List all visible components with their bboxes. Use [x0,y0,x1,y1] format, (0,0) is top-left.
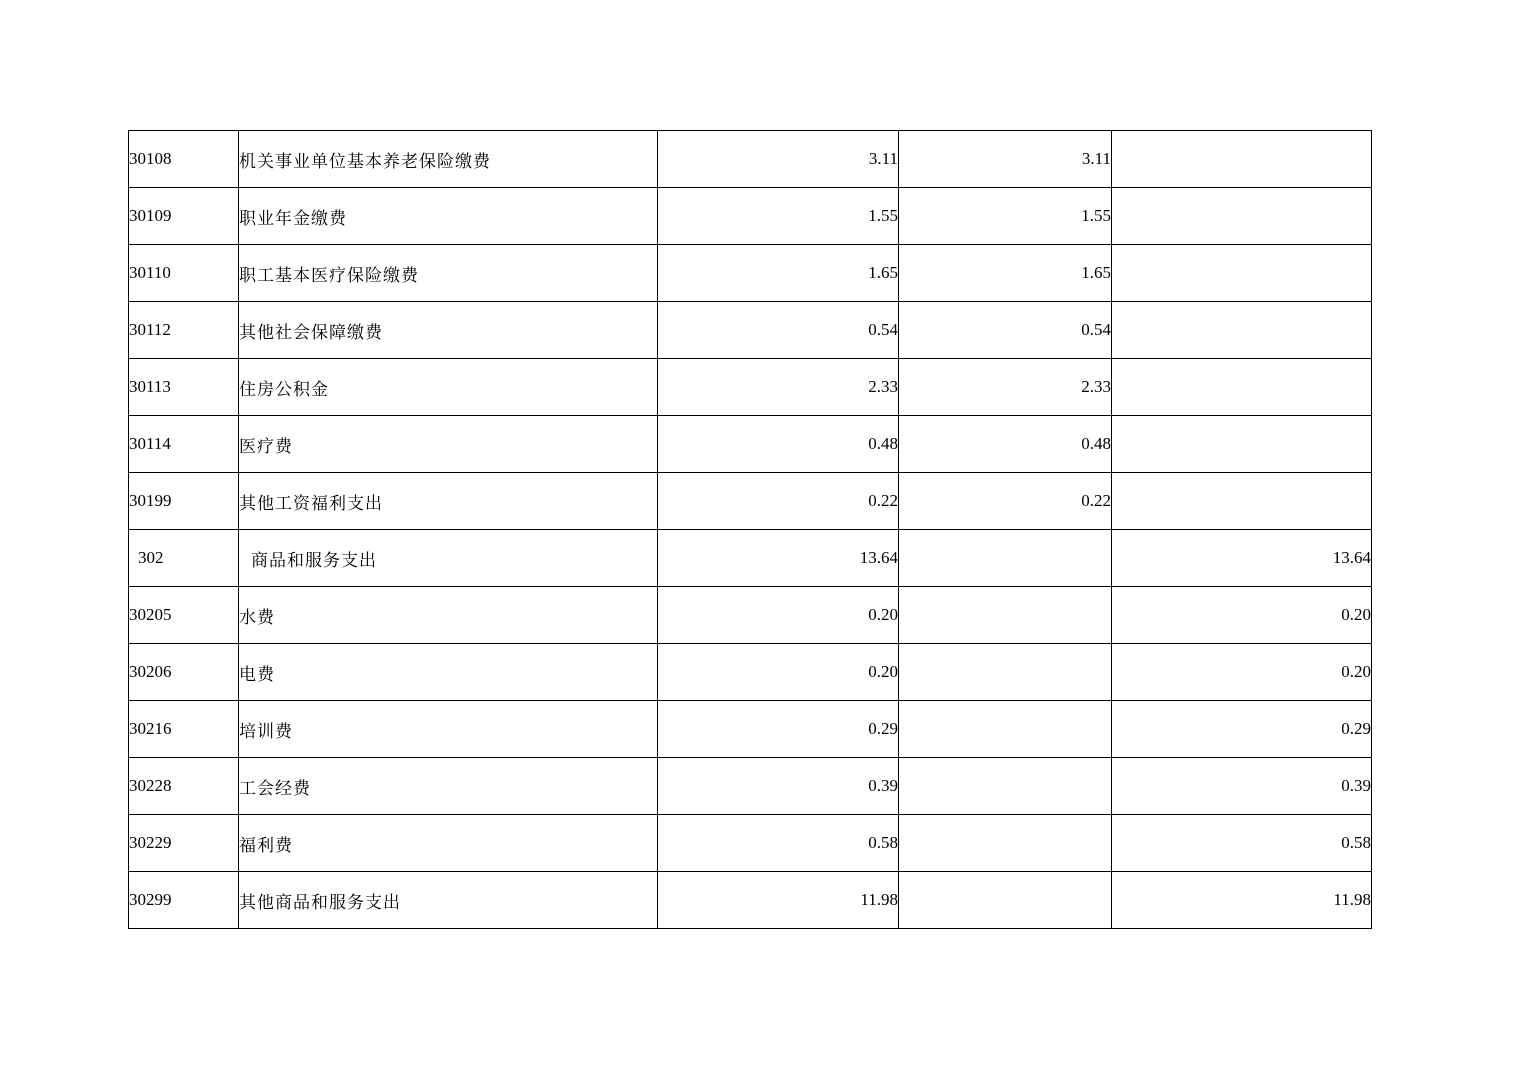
table-row [129,416,1372,473]
project-expenditure-cell: 0.58 [1112,815,1372,872]
basic-expenditure-cell: 1.65 [899,245,1112,302]
account-code-cell: 30108 [129,131,239,188]
account-code-cell: 30206 [129,644,239,701]
account-name-cell: 其他商品和服务支出 [239,872,658,929]
table-row [129,359,1372,416]
account-name-cell: 水费 [239,587,658,644]
account-name-cell: 机关事业单位基本养老保险缴费 [239,131,658,188]
budget-table [128,130,1372,929]
total-amount-cell: 2.33 [658,359,899,416]
total-amount-cell: 1.65 [658,245,899,302]
account-name-cell: 职业年金缴费 [239,188,658,245]
basic-expenditure-cell [899,701,1112,758]
account-name-cell: 住房公积金 [239,359,658,416]
account-code-cell: 30299 [129,872,239,929]
project-expenditure-cell: 0.29 [1112,701,1372,758]
account-name-cell: 其他工资福利支出 [239,473,658,530]
project-expenditure-cell: 0.20 [1112,587,1372,644]
account-code-cell: 30205 [129,587,239,644]
total-amount-cell: 0.58 [658,815,899,872]
account-code-cell: 30199 [129,473,239,530]
account-code-cell: 30113 [129,359,239,416]
basic-expenditure-cell: 0.54 [899,302,1112,359]
account-code-cell: 30229 [129,815,239,872]
account-code-cell: 30109 [129,188,239,245]
project-expenditure-cell [1112,359,1372,416]
table-row [129,188,1372,245]
total-amount-cell: 0.22 [658,473,899,530]
project-expenditure-cell [1112,131,1372,188]
total-amount-cell: 1.55 [658,188,899,245]
basic-expenditure-cell: 2.33 [899,359,1112,416]
account-name-cell: 福利费 [239,815,658,872]
table-row [129,872,1372,929]
budget-table-body [129,131,1372,929]
table-row [129,758,1372,815]
table-row [129,530,1372,587]
project-expenditure-cell [1112,245,1372,302]
basic-expenditure-cell [899,758,1112,815]
project-expenditure-cell [1112,188,1372,245]
total-amount-cell: 0.48 [658,416,899,473]
account-code-cell: 302 [129,530,239,587]
project-expenditure-cell: 0.39 [1112,758,1372,815]
table-row [129,245,1372,302]
basic-expenditure-cell: 3.11 [899,131,1112,188]
total-amount-cell: 3.11 [658,131,899,188]
basic-expenditure-cell [899,587,1112,644]
table-row [129,815,1372,872]
project-expenditure-cell [1112,416,1372,473]
account-code-cell: 30112 [129,302,239,359]
basic-expenditure-cell: 1.55 [899,188,1112,245]
account-name-cell: 商品和服务支出 [239,530,658,587]
account-name-cell: 职工基本医疗保险缴费 [239,245,658,302]
table-row [129,473,1372,530]
table-row [129,644,1372,701]
account-code-cell: 30216 [129,701,239,758]
total-amount-cell: 0.39 [658,758,899,815]
table-row [129,131,1372,188]
total-amount-cell: 0.20 [658,644,899,701]
account-name-cell: 其他社会保障缴费 [239,302,658,359]
table-row [129,587,1372,644]
basic-expenditure-cell: 0.22 [899,473,1112,530]
project-expenditure-cell: 0.20 [1112,644,1372,701]
total-amount-cell: 13.64 [658,530,899,587]
account-code-cell: 30114 [129,416,239,473]
project-expenditure-cell: 13.64 [1112,530,1372,587]
account-code-cell: 30228 [129,758,239,815]
total-amount-cell: 0.29 [658,701,899,758]
account-code-cell: 30110 [129,245,239,302]
account-name-cell: 工会经费 [239,758,658,815]
account-name-cell: 培训费 [239,701,658,758]
basic-expenditure-cell [899,815,1112,872]
total-amount-cell: 0.20 [658,587,899,644]
table-row [129,701,1372,758]
project-expenditure-cell: 11.98 [1112,872,1372,929]
basic-expenditure-cell [899,530,1112,587]
project-expenditure-cell [1112,473,1372,530]
basic-expenditure-cell: 0.48 [899,416,1112,473]
table-row [129,302,1372,359]
basic-expenditure-cell [899,872,1112,929]
total-amount-cell: 11.98 [658,872,899,929]
account-name-cell: 电费 [239,644,658,701]
basic-expenditure-cell [899,644,1112,701]
project-expenditure-cell [1112,302,1372,359]
total-amount-cell: 0.54 [658,302,899,359]
account-name-cell: 医疗费 [239,416,658,473]
